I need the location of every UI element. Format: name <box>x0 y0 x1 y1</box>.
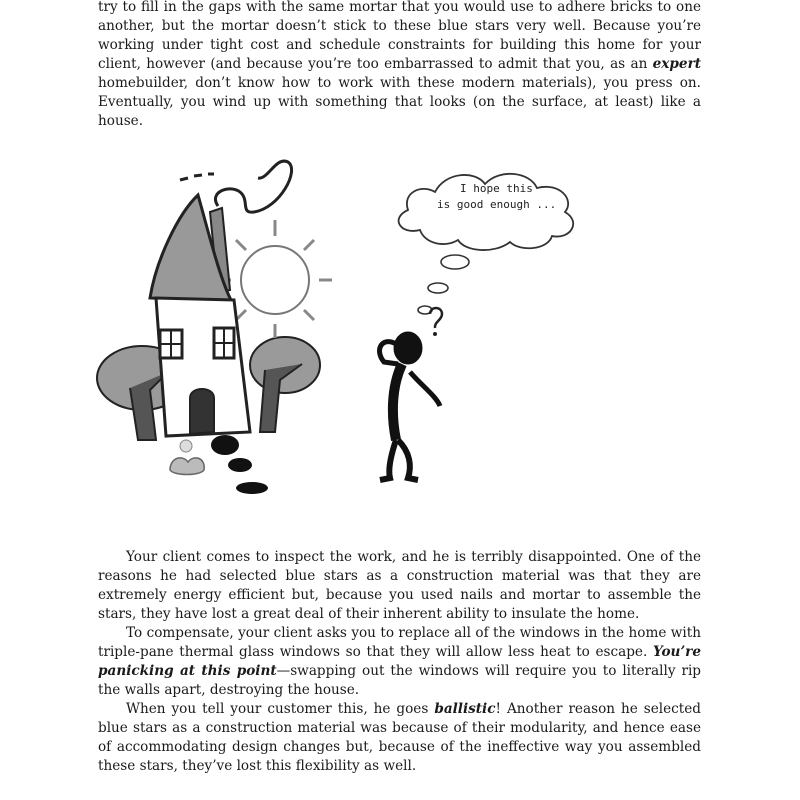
intro-line-1: try to fill in the gaps with the same mortar that you would use to adhere bricks to one another, <box>98 0 701 34</box>
emphasis-panicking: You’re panicking at this point <box>98 644 701 679</box>
intro-line-6: the surface, at least) like a house. <box>98 94 701 129</box>
intro-line-5: these modern materials), you press on. Eventually, you wind up with something that looks (on <box>98 75 701 110</box>
paragraph-client-disappointed: Your client comes to inspect the work, and he is terribly disappointed. One of the reasons he had selected blue stars as a construction material was that they are extremely energy efficient but, because you used nails and mortar to assemble the stars, they have lost a great deal of their inherent ability to insulate the home. <box>98 549 701 622</box>
intro-line-4-start: too embarrassed to admit that you, as an <box>356 56 653 72</box>
thought-line-1: I hope this <box>460 182 533 195</box>
intro-line-4-end: homebuilder, don’t know how to work with <box>98 75 411 91</box>
stick-figure <box>380 332 440 480</box>
question-mark-icon <box>430 308 442 328</box>
intro-line-2: but the mortar doesn’t stick to these blue stars very well. Because you’re working under tight cost <box>98 18 701 53</box>
thought-line-2: is good enough ... <box>437 198 557 211</box>
ballistic-text-end: ! Another reason he selected blue stars as a construction material was because of their modularity, and hence ease of accommodating design changes but, because of the ineffective way you assembled these stars, they’ve lost this flexibility as well. <box>98 701 701 774</box>
stepping-stones <box>211 435 268 494</box>
house-illustration <box>90 140 600 510</box>
emphasis-expert: expert <box>652 56 702 72</box>
paragraph-compensate <box>98 624 701 700</box>
intro-paragraph <box>98 0 701 131</box>
intro-line-3: and schedule constraints for building this home for your client, however (and because you’re <box>98 37 701 72</box>
tree-right <box>250 337 320 432</box>
thought-bubble <box>399 174 574 314</box>
ballistic-text-start: When you tell your customer this, he goes <box>126 701 435 717</box>
emphasis-ballistic: ballistic <box>434 701 496 717</box>
paragraph-ballistic <box>98 700 701 776</box>
compensate-text-end: —swapping out the windows will require you to literally rip the walls apart, destroying the house. <box>98 663 701 698</box>
flower-icon <box>170 440 204 475</box>
compensate-text-start: To compensate, your client asks you to replace all of the windows in the home with triple-pane thermal glass windows so that they will allow less heat to escape. <box>98 625 701 660</box>
